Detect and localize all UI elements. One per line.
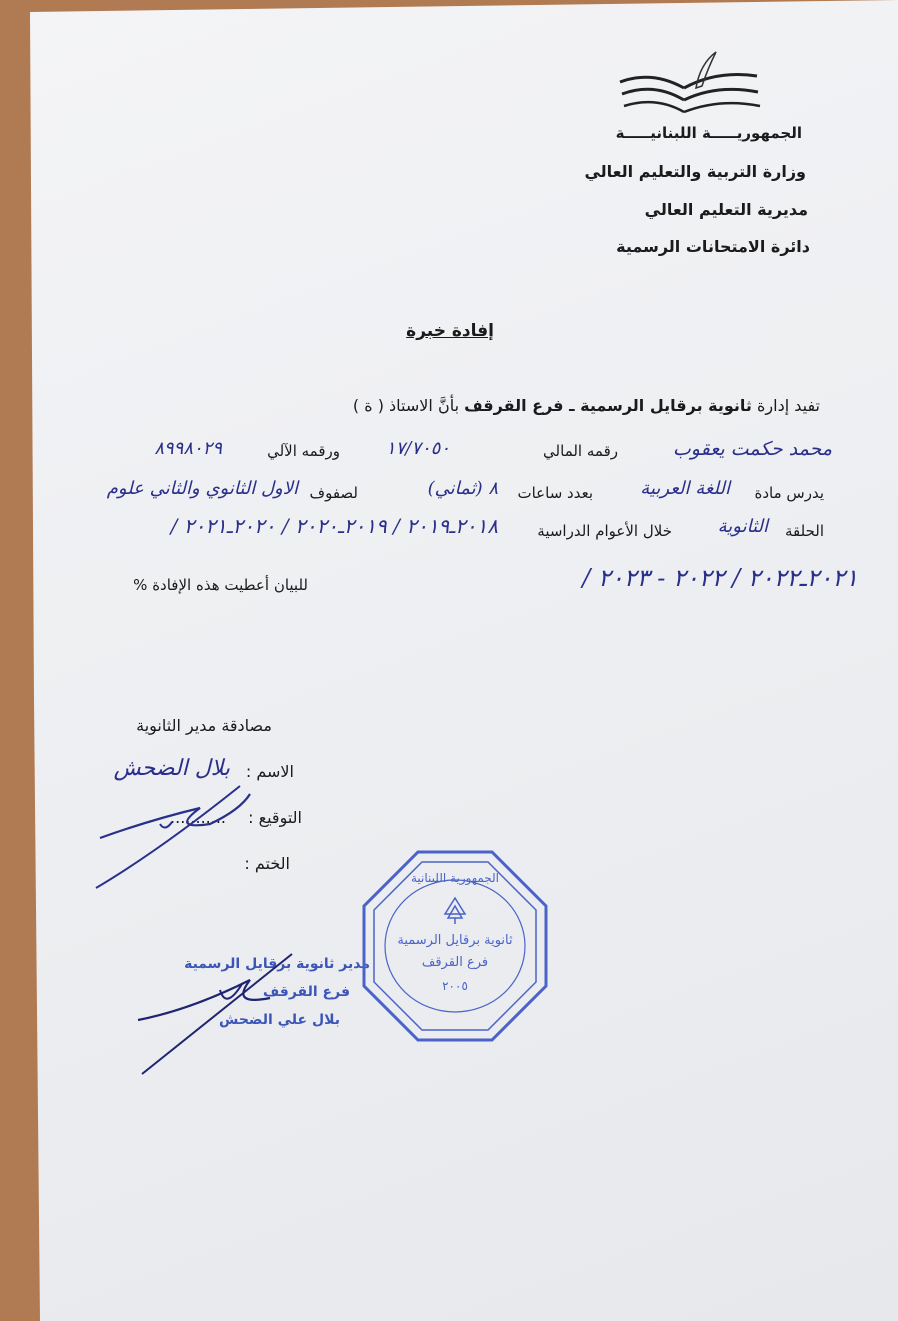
header-line-4: دائرة الامتحانات الرسمية <box>616 237 810 256</box>
seal-center-line-3: ٢٠٠٥ <box>442 979 468 993</box>
years-line-2: ٢٠٢١ـ٢٠٢٢ / ٢٠٢٢ - ٢٠٢٣ / <box>582 564 858 592</box>
auto-label: ورقمه الآلي <box>267 442 340 460</box>
intro-school: ثانوية برقايل الرسمية ـ فرع القرقف <box>464 396 752 415</box>
principal-stamp-line-3: بلال علي الضحش <box>219 1012 340 1028</box>
principal-stamp-line-1: مدير ثانوية برقايل الرسمية <box>184 956 370 972</box>
years-line-1: ٢٠١٨ـ٢٠١٩ / ٢٠١٩ـ٢٠٢٠ / ٢٠٢٠ـ٢٠٢١ / <box>170 514 498 538</box>
signature-dots: ........... <box>170 808 226 827</box>
financial-number: ١٧/٧٠٥٠ <box>385 438 450 459</box>
subject-value: اللغة العربية <box>640 478 730 499</box>
cedar-emblem-icon <box>445 898 465 924</box>
principal-stamp-line-2: فرع القرقف <box>263 984 350 1000</box>
intro-prefix: تفيد إدارة <box>757 396 820 415</box>
auto-number: ٨٩٩٨٠٢٩ <box>154 438 222 459</box>
subject-label: يدرس مادة <box>754 484 824 502</box>
cycle-label: الحلقة <box>784 522 824 540</box>
classes-value: الاول الثانوي والثاني علوم <box>106 478 298 499</box>
document-title: إفادة خبرة <box>406 321 494 341</box>
header-line-2: وزارة التربية والتعليم العالي <box>584 162 806 181</box>
approval-heading: مصادقة مدير الثانوية <box>136 716 272 735</box>
signature-label: التوقيع : <box>248 808 302 827</box>
seal-center-line-1: ثانوية برقايل الرسمية <box>397 933 513 948</box>
teacher-name: محمد حكمت يعقوب <box>672 438 832 460</box>
name-label: الاسم : <box>245 762 294 781</box>
official-seal <box>360 848 550 1044</box>
closing-statement: للبيان أعطيت هذه الإفادة % <box>133 576 308 594</box>
intro-suffix: بأنَّ الاستاذ ( ة ) <box>352 396 460 415</box>
open-book-quill-icon <box>612 48 762 120</box>
seal-ring-text: الجمهورية اللبنانية <box>410 871 500 885</box>
stamp-signature <box>130 950 300 1080</box>
intro-line <box>353 396 820 415</box>
principal-signature <box>90 780 260 892</box>
cycle-value: الثانوية <box>717 516 768 537</box>
financial-label: رقمه المالي <box>543 442 618 460</box>
seal-label: الختم : <box>244 854 290 873</box>
hours-value: ٨ (ثماني) <box>427 478 498 499</box>
header-line-3: مديرية التعليم العالي <box>644 200 808 219</box>
hours-label: بعدد ساعات <box>517 484 593 502</box>
seal-center-line-2: فرع القرقف <box>421 955 489 970</box>
principal-name: بلال الضحش <box>113 756 230 781</box>
header-line-1: الجمهوريـــــة اللبنانيـــــة <box>615 124 802 142</box>
years-label: خلال الأعوام الدراسية <box>537 522 672 540</box>
classes-label: لصفوف <box>309 484 358 502</box>
